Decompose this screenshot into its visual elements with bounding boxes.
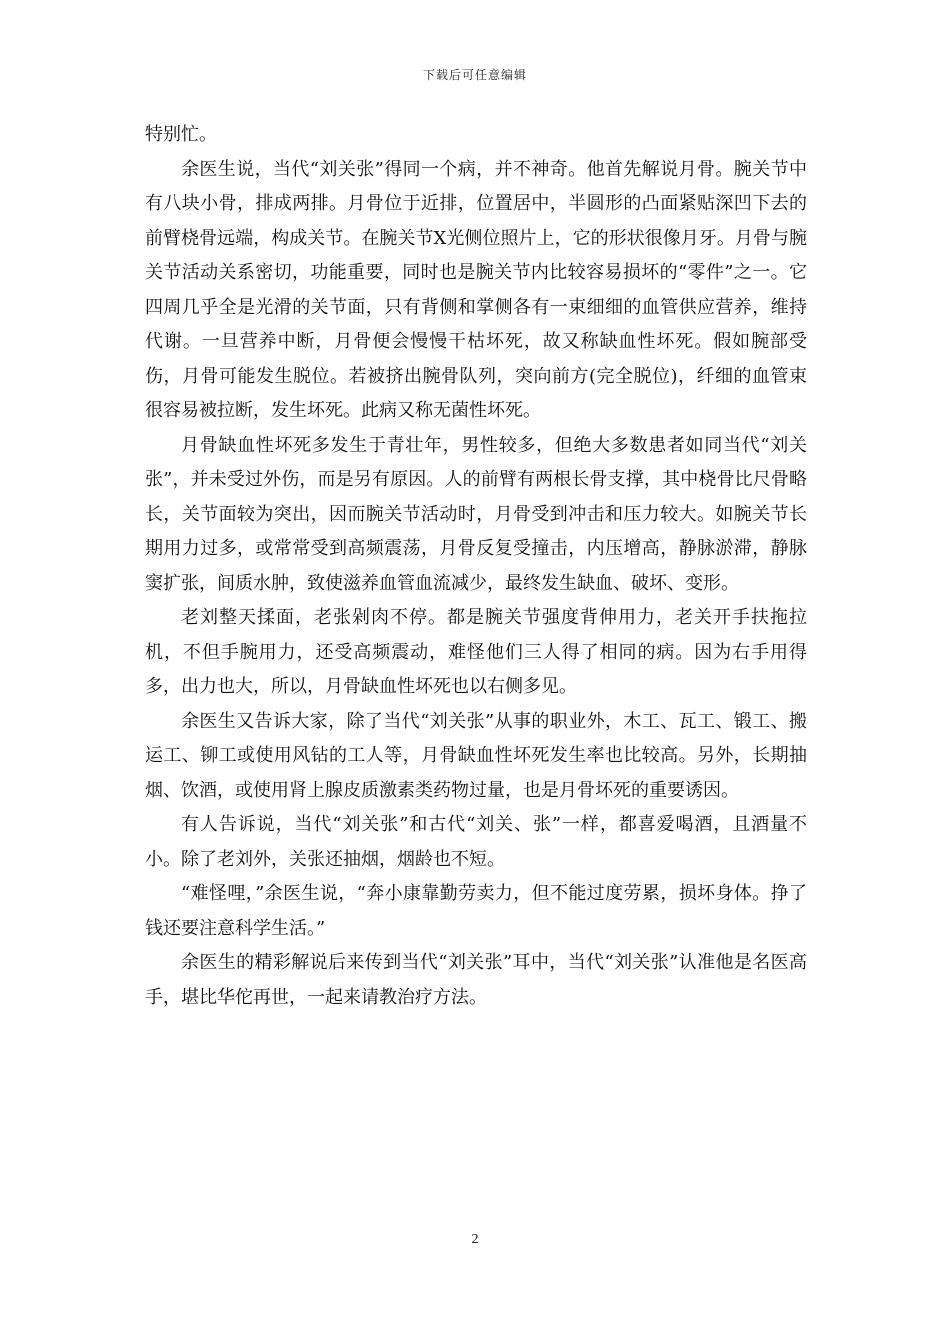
paragraph: 余医生说，当代“刘关张”得同一个病，并不神奇。他首先解说月骨。腕关节中有八块小骨，排成两排。月骨位于近排，位置居中，半圆形的凸面紧贴深凹下去的前臂桡骨远端，构成关节。在腕关节X光侧位照片上，它的形状很像月牙。月骨与腕关节活动关系密切，功能重要，同时也是腕关节内比较容易损坏的“零件”之一。它四周几乎全是光滑的关节面，只有背侧和掌侧各有一束细细的血管供应营养，维持代谢。一旦营养中断，月骨便会慢慢干枯坏死，故又称缺血性坏死。假如腕部受伤，月骨可能发生脱位。若被挤出腕骨队列，突向前方(完全脱位)，纤细的血管束很容易被拉断，发生坏死。此病又称无菌性坏死。 (145, 158, 807, 421)
paragraph: 余医生又告诉大家，除了当代“刘关张”从事的职业外，木工、瓦工、锻工、搬运工、铆工或使用风钻的工人等，月骨缺血性坏死发生率也比较高。另外，长期抽烟、饮酒，或使用肾上腺皮质激素类药物过量，也是月骨坏死的重要诱因。 (145, 710, 807, 801)
paragraph-continuation: 特别忙。 (145, 124, 217, 145)
paragraph: “难怪哩，”余医生说，“奔小康靠勤劳卖力，但不能过度劳累，损坏身体。挣了钱还要注意科学生活。” (145, 883, 807, 939)
page-number: 2 (471, 1232, 479, 1247)
paragraph: 老刘整天揉面，老张剁肉不停。都是腕关节强度背伸用力，老关开手扶拖拉机，不但手腕用力，还受高频震动，难怪他们三人得了相同的病。因为右手用得多，出力也大，所以，月骨缺血性坏死也以右侧多见。 (145, 607, 807, 697)
paragraph: 月骨缺血性坏死多发生于青壮年，男性较多，但绝大多数患者如同当代“刘关张”，并未受过外伤，而是另有原因。人的前臂有两根长骨支撑，其中桡骨比尺骨略长，关节面较为突出，因而腕关节活动时，月骨受到冲击和压力较大。如腕关节长期用力过多，或常常受到高频震荡，月骨反复受撞击，内压增高，静脉淤滞，静脉窦扩张，间质水肿，致使滋养血管血流减少，最终发生缺血、破坏、变形。 (145, 434, 807, 594)
paragraph: 有人告诉说，当代“刘关张”和古代“刘关、张”一样，都喜爱喝酒，且酒量不小。除了老刘外，关张还抽烟，烟龄也不短。 (145, 814, 807, 870)
paragraph: 余医生的精彩解说后来传到当代“刘关张”耳中，当代“刘关张”认准他是名医高手，堪比华佗再世，一起来请教治疗方法。 (145, 952, 807, 1008)
document-body (145, 118, 807, 1015)
page-header: 下载后可任意编辑 (422, 68, 527, 82)
